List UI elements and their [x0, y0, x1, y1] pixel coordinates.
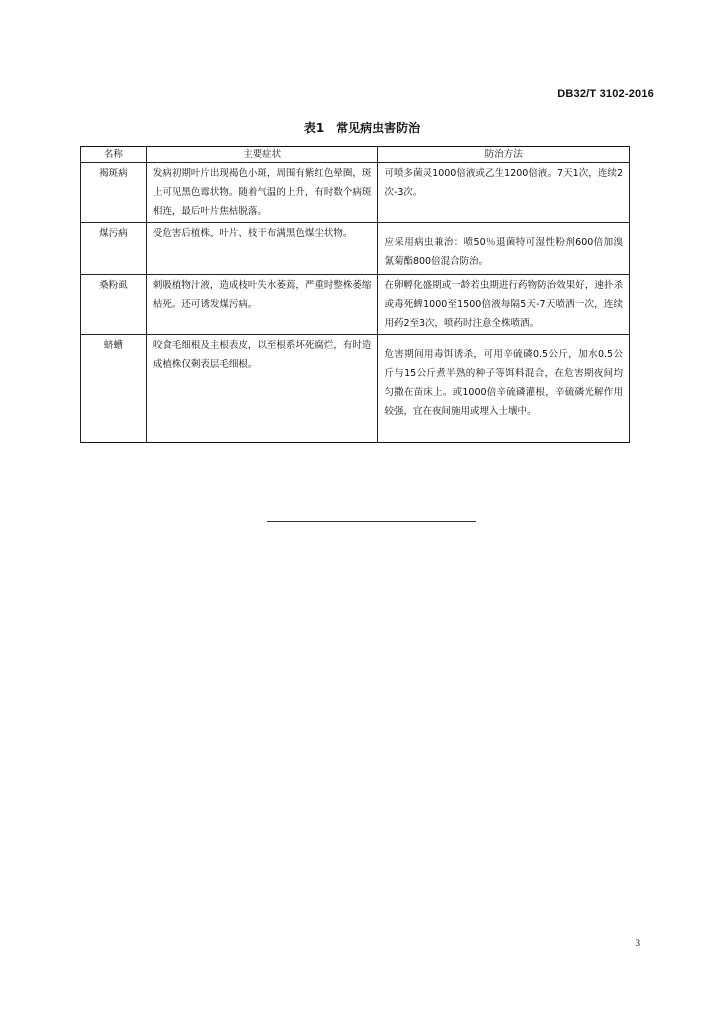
row-symptom: 发病初期叶片出现褐色小斑，周围有紫红色晕圈，斑上可见黑色霉状物。随着气温的上升，有时数个病斑相连，最后叶片焦枯脱落。 — [146, 163, 378, 223]
table-row — [81, 163, 630, 223]
row-control: 可喷多菌灵1000倍液或乙生1200倍液。7天1次，连续2次-3次。 — [378, 163, 630, 223]
document-code: DB32/T 3102-2016 — [557, 88, 654, 100]
table-row — [81, 275, 630, 335]
row-name: 蛴螬 — [81, 335, 147, 443]
table-row — [81, 335, 630, 443]
column-header-name: 名称 — [81, 147, 147, 163]
row-name: 煤污病 — [81, 223, 147, 275]
table-header-row — [81, 147, 630, 163]
column-header-control: 防治方法 — [378, 147, 630, 163]
row-name: 褐斑病 — [81, 163, 147, 223]
row-control: 危害期间用毒饵诱杀，可用辛硫磷0.5公斤，加水0.5公斤与15公斤煮半熟的种子等饵料混合，在危害期夜间均匀撒在苗床上。或1000倍辛硫磷灌根，辛硫磷光解作用较强，宜在夜间施用或埋入土壤中。 — [378, 335, 630, 443]
row-symptom: 受危害后植株、叶片、枝干布满黑色煤尘状物。 — [146, 223, 378, 275]
table-title: 表1 常见病虫害防治 — [303, 121, 421, 135]
page-number: 3 — [635, 938, 640, 948]
row-control: 应采用病虫兼治：喷50％退菌特可湿性粉剂600倍加溴氰菊酯800倍混合防治。 — [378, 223, 630, 275]
table-row — [81, 223, 630, 275]
row-name: 桑粉虱 — [81, 275, 147, 335]
row-symptom: 咬食毛细根及主根表皮，以至根系坏死腐烂，有时造成植株仅剩表层毛细根。 — [146, 335, 378, 443]
column-header-symptom: 主要症状 — [146, 147, 378, 163]
end-separator-line — [267, 521, 476, 522]
row-control: 在卵孵化盛期或一龄若虫期进行药物防治效果好，速扑杀或毒死蜱1000至1500倍液每隔5天-7天喷洒一次，连续用药2至3次，喷药时注意全株喷洒。 — [378, 275, 630, 335]
row-symptom: 刺吸植物汁液，造成枝叶失水萎蔫，严重时整株萎缩枯死。还可诱发煤污病。 — [146, 275, 378, 335]
pest-control-table — [80, 146, 630, 443]
